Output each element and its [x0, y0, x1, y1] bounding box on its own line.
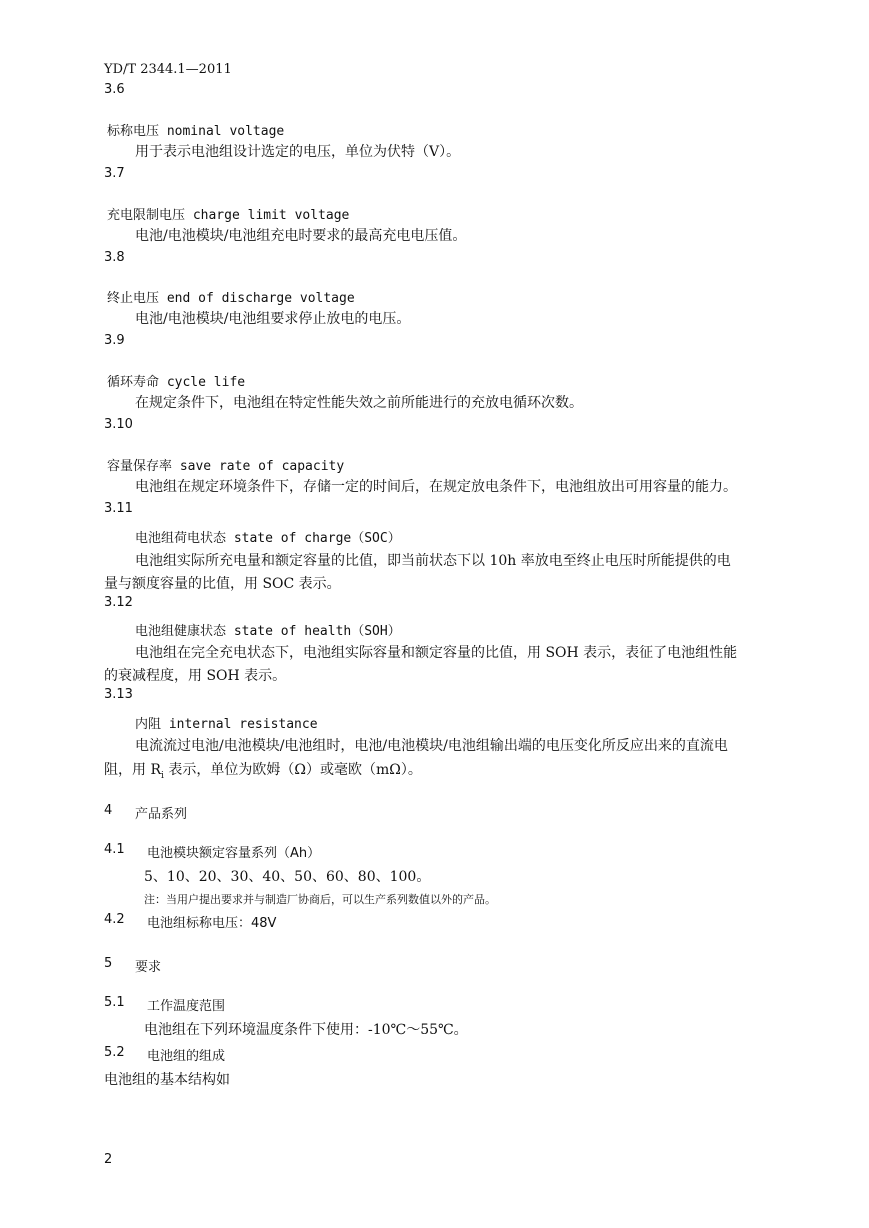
desc-text: 阻，用 R [104, 762, 161, 778]
page-number: 2 [104, 1152, 113, 1167]
term-description-continued: 量与额度容量的比值，用 SOC 表示。 [104, 576, 341, 592]
subsection-number: 4.2 [104, 912, 125, 927]
clause-number: 3.12 [104, 595, 133, 610]
term-title: 终止电压 end of discharge voltage [107, 291, 355, 306]
term-title: 标称电压 nominal voltage [107, 124, 285, 139]
subscript: i [161, 770, 164, 781]
term-description: 电池组在完全充电状态下，电池组实际容量和额定容量的比值，用 SOH 表示，表征了电池组性能 [135, 645, 738, 661]
subsection-number: 4.1 [104, 842, 125, 857]
term-title: 容量保存率 save rate of capacity [107, 459, 345, 474]
term-description-continued: 的衰减程度，用 SOH 表示。 [104, 668, 287, 684]
term-title: 循环寿命 cycle life [107, 375, 246, 390]
desc-text: 表示，单位为欧姆（Ω）或毫欧（mΩ）。 [163, 762, 422, 778]
subsection-number: 5.2 [104, 1045, 125, 1060]
term-title: 电池组荷电状态 state of charge（SOC） [135, 531, 401, 546]
term-description: 电池/电池模块/电池组充电时要求的最高充电电压值。 [135, 228, 467, 244]
clause-number: 3.9 [104, 333, 125, 348]
clause-number: 3.6 [104, 82, 125, 97]
term-description: 电池/电池模块/电池组要求停止放电的电压。 [135, 311, 411, 327]
term-description: 在规定条件下，电池组在特定性能失效之前所能进行的充放电循环次数。 [135, 395, 583, 411]
term-description: 用于表示电池组设计选定的电压，单位为伏特（V）。 [135, 144, 461, 160]
capacity-series: 5、10、20、30、40、50、60、80、100。 [144, 869, 431, 885]
term-description: 电池组实际所充电量和额定容量的比值，即当前状态下以 10h 率放电至终止电压时所能提供的电 [135, 553, 731, 569]
clause-number: 3.13 [104, 687, 133, 702]
clause-number: 3.10 [104, 417, 133, 432]
section-number: 5 [104, 956, 113, 971]
term-description-continued [104, 759, 422, 781]
temperature-range-text: 电池组在下列环境温度条件下使用：-10℃～55℃。 [144, 1022, 468, 1038]
subsection-title: 电池模块额定容量系列（Ah） [147, 846, 321, 861]
clause-number: 3.7 [104, 166, 125, 181]
term-title: 电池组健康状态 state of health（SOH） [135, 624, 401, 639]
subsection-title: 电池组标称电压：48V [147, 916, 277, 931]
clause-number: 3.11 [104, 501, 133, 516]
subsection-title: 工作温度范围 [147, 999, 226, 1014]
standard-number: YD/T 2344.1—2011 [104, 62, 232, 77]
note: 注：当用户提出要求并与制造厂协商后，可以生产系列数值以外的产品。 [144, 893, 496, 906]
subsection-number: 5.1 [104, 995, 125, 1010]
section-title: 要求 [135, 960, 162, 975]
term-title: 内阻 internal resistance [135, 717, 318, 732]
subsection-title: 电池组的组成 [147, 1049, 226, 1064]
term-description: 电池组在规定环境条件下，存储一定的时间后，在规定放电条件下，电池组放出可用容量的能力。 [135, 479, 737, 495]
section-title: 产品系列 [135, 807, 188, 822]
section-number: 4 [104, 803, 113, 818]
term-description: 电流流过电池/电池模块/电池组时，电池/电池模块/电池组输出端的电压变化所反应出来的直流电 [135, 738, 728, 754]
term-title: 充电限制电压 charge limit voltage [107, 208, 350, 223]
composition-text: 电池组的基本结构如 [104, 1072, 230, 1088]
clause-number: 3.8 [104, 250, 125, 265]
